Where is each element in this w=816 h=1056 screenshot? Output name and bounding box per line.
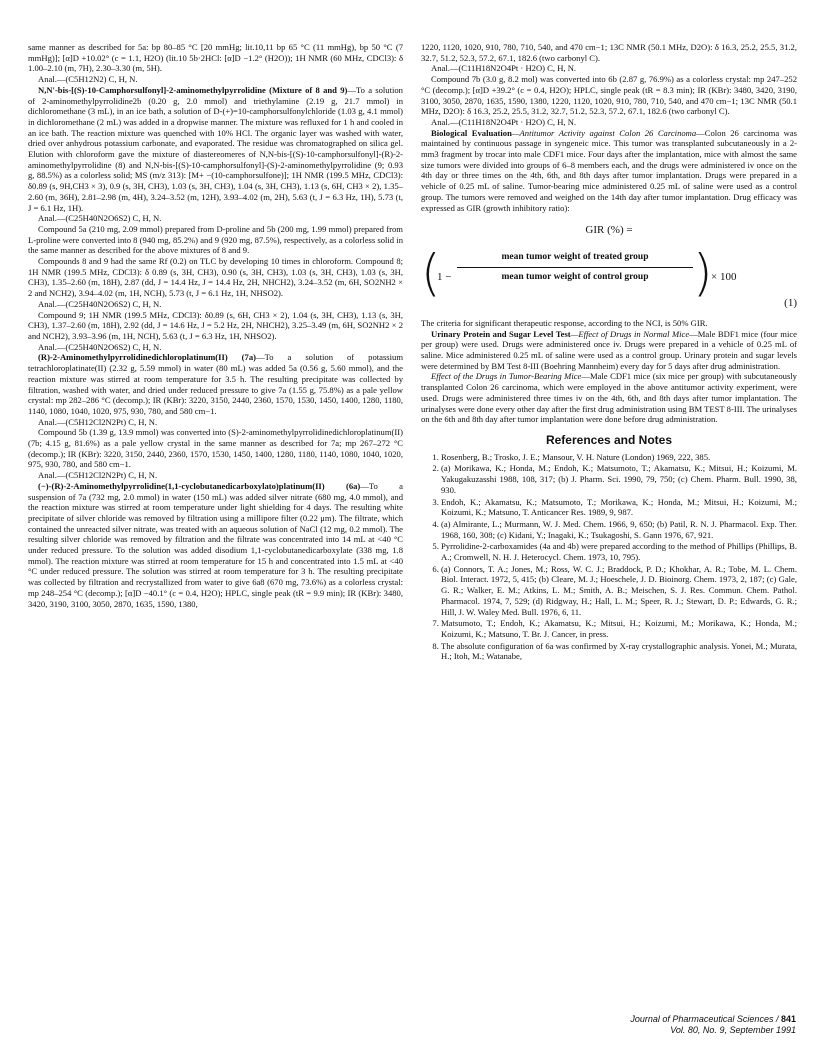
paragraph <box>28 481 403 609</box>
paragraph <box>421 128 797 214</box>
analysis-line: Anal.—(C5H12N2) C, H, N. <box>38 74 138 85</box>
analysis-line: Anal.—(C5H12Cl2N2Pt) C, H, N. <box>38 470 158 481</box>
reference-item: 7. Matsumoto, T.; Endoh, K.; Akamatsu, K.; Mitsui, H.; Koizumi, M.; Morikawa, K.; Honda, M.; Koizumi, K.; Matsuno, T. Br. J. Cancer, in press. <box>441 618 797 639</box>
formula-fraction <box>457 252 693 282</box>
paragraph: Compound 5a (210 mg, 2.09 mmol) prepared from D-proline and 5b (200 mg, 1.99 mmol) prepared from L-proline were converted into 8 (940 mg, 85.2%) and 9 (920 mg, 87.5%), respectively, as a colorless solid in the same manner as described for the above mixtures of 8 and 9. <box>28 223 403 256</box>
formula-denominator: mean tumor weight of control group <box>501 271 649 282</box>
section-title: N,N'-bis-[(S)-10-Camphorsulfonyl]-2-aminomethylpyrrolidine (Mixture of 8 and 9) <box>38 84 348 95</box>
footer-journal-line <box>630 1014 796 1025</box>
section-title: (−)-(R)-2-Aminomethylpyrrolidine(1,1-cyclobutanedicarboxylato)platinum(II) (6a) <box>38 480 361 491</box>
gir-formula <box>421 244 797 314</box>
analysis-line: Anal.—(C25H40N2O6S2) C, H, N. <box>38 298 162 309</box>
analysis-line: Anal.—(C11H18N2O4Pt · H2O) C, H, N. <box>431 116 577 127</box>
reference-item: 1. Rosenberg, B.; Trosko, J. E.; Mansour, V. H. Nature (London) 1969, 222, 385. <box>441 452 797 463</box>
journal-name: Journal of Pharmaceutical Sciences / <box>630 1014 779 1024</box>
paragraph: Compound 7b (3.0 g, 8.2 mol) was converted into 6b (2.87 g, 76.9%) as a colorless crystal: mp 247–252 °C (decomp.); [α]D +39.2° (c = 0.4, H2O); HPLC, single peak (tR = 8.3 min); IR (KBr): 3480, 3420, 3190, 3100, 3050, 2870, 1635, 1590, 1380, 1220, 1120, 1020, 910, 780, 710, 540, and 470 cm−1; 13C NMR (50.1 MHz, D2O): δ 16.3, 25.2, 25.5, 31.2, 32.7, 51.2, 52.3, 57.2, 67.1, 182.6 (two carbonyl C). <box>421 74 797 117</box>
references-heading: References and Notes <box>545 432 673 447</box>
formula-numerator: mean tumor weight of treated group <box>501 251 649 262</box>
equation-number: (1) <box>784 296 797 309</box>
paragraph: 1220, 1120, 1020, 910, 780, 710, 540, and 470 cm−1; 13C NMR (50.1 MHz, D2O): δ 16.3, 25.2, 25.5, 31.2, 32.7, 51.2, 52.3, 57.2, 67.1, 182.6 (two carbonyl C). <box>421 42 797 63</box>
paragraph: The criteria for significant therapeutic response, according to the NCI, is 50% GIR. <box>421 317 708 328</box>
paragraph <box>421 371 797 425</box>
section-title: (R)-2-Aminomethylpyrrolidinedichloroplatinum(II) (7a) <box>38 352 257 363</box>
section-title: Urinary Protein and Sugar Level Test <box>431 328 571 339</box>
analysis-line: Anal.—(C25H40N2O6S2) C, H, N. <box>38 341 162 352</box>
paragraph-body: —Male CDF1 mice (six mice per group) with subcutaneously transplanted Colon 26 carcinoma, which were employed in the above antitumor activity experiment, were used. Drugs were administered three times iv on the 4th, 6th, and 8th days after tumor implantation. The urinalyses were done every other day after the first drug administration using BM TEST 8-III. The urinalyses on the 6th and 8th day after tumor implantation were done before drug administration. <box>421 371 797 425</box>
paragraph <box>28 352 403 416</box>
paragraph-body: —To a suspension of 7a (732 mg, 2.0 mmol) in water (150 mL) was added silver nitrate (680 mg, 4.0 mmol), and the reaction mixture was stirred at room temperature under light shielding for 4 days. The resulting white precipitate of silver chloride was removed by filtration using a millipore filter (0.22 μm). The filtrate, which contained the unreacted silver nitrate, was treated with an aqueous solution of NaCl (12 mg, 0.2 mmol). The resulting silver chloride was removed by filtration and the filtrate was concentrated into 14 mL at <40 °C under reduced pressure. To the solution was added disodium 1,1-cyclobutanedicarboxylate (338 mg, 1.8 mmol). The reaction mixture was stirred at room temperature for 15 h and concentrated into 1.5 mL at <40 °C under reduced pressure. The solution was stirred at room temperature for 3 h. The resulting precipitate was collected by filtration and recrystallized from water to give 6a8 (670 mg, 73.6%) as a colorless crystal: mp 248–254 °C (decomp.); [α]D −40.1° (c = 0.4, H2O); HPLC, single peak (tR = 9.9 min); IR (KBr): 3480, 3420, 3190, 3100, 3050, 2870, 1635, 1590, 1380, <box>28 480 403 609</box>
fraction-bar <box>457 267 693 268</box>
paragraph-body: —Colon 26 carcinoma was maintained by continuous passage in syngeneic mice. This tumor was transplanted subcutaneously in a 2-mm3 fragment by trocar into male CDF1 mice. Four days after the implantation, mice with almost the same size tumors were divided into groups of 6–8 members each, and the drugs were administered iv once on the 4th day or three times on the 4th, 6th, and 8th days after tumor implantation. Drugs were prepared in a vehicle of 0.25 mL of saline. Tumor-bearing mice administered 0.25 mL of saline were used as a control group. The tumors were removed and weighed on the 14th day after tumor implantation. Drug efficacy was expressed as GIR (growth inhibitory ratio): <box>421 127 797 213</box>
left-paren: ( <box>421 243 441 302</box>
paragraph <box>421 329 797 372</box>
section-title: Biological Evaluation <box>431 127 512 138</box>
page-footer <box>630 1014 796 1036</box>
section-subtitle: —Effect of Drugs in Normal Mice <box>570 328 690 339</box>
left-column <box>28 42 403 609</box>
paragraph: Compound 5b (1.39 g, 13.9 mmol) was converted into (S)-2-aminomethylpyrrolidinedichloroplatinum(II) (7b; 4.15 g, 81.6%) as a pale yellow crystal in the same manner as described for 7a; mp 267–272 °C (decomp.); IR (KBr): 3220, 3150, 2440, 2360, 1570, 1530, 1450, 1400, 1280, 1180, 1140, 1080, 1040, 1020, 975, 930, 780, and 580 cm−1. <box>28 427 403 470</box>
section-subtitle: —Antitumor Activity against Colon 26 Carcinoma <box>511 127 697 138</box>
analysis-line: Anal.—(C5H12Cl2N2Pt) C, H, N. <box>38 416 158 427</box>
reference-item: 6. (a) Connors, T. A.; Jones, M.; Ross, W. C. J.; Braddock, P. D.; Khokhar, A. R.; Tobe, M. L. Chem. Biol. Interact. 1972, 5, 415; (b) Cleare, M. J.; Hoeschele, J. D. Bioinorg. Chem. 1973, 2, 187; (c) Gale, G. R.; Walker, E. M.; Atkins, L. M.; Smith, A. B.; Meischen, S. J. Res. Commun. Chem. Pathol. Pharmacol. 1974, 7, 529; (d) Ridgway, H.; Hall, L. M.; Speer, R. J.; Stewart, D. P.; Edwards, G. R.; Hill, J. W. Waley Med. Bull. 1976, 6, 11. <box>441 564 797 618</box>
reference-item: 2. (a) Morikawa, K.; Honda, M.; Endoh, K.; Matsumoto, T.; Akamatsu, K.; Mitsui, H.; Koizumi, M. Yakugakuzasshi 1988, 108, 317; (b) J. Pharm. Sci. 1990, 79, 750; (c) Chem. Pharm. Bull. 1990, 38, 930. <box>441 463 797 495</box>
paragraph <box>28 85 403 213</box>
right-paren: ) <box>693 243 713 302</box>
page-number: 841 <box>780 1014 796 1024</box>
reference-item: 8. The absolute configuration of 6a was confirmed by X-ray crystallographic analysis. Yonei, M.; Murata, H.; Itoh, M.; Watanabe, <box>441 641 797 662</box>
footer-volume-line: Vol. 80, No. 9, September 1991 <box>670 1025 796 1035</box>
paragraph: same manner as described for 5a: bp 80–85 °C [20 mmHg; lit.10,11 bp 65 °C (11 mmHg), bp 50 °C (7 mmHg)]; [α]D +10.02° (c = 1.1, H2O) (lit.10 5b·2HCl: [α]D −1.2° (H2O)); 1H NMR (60 MHz, CDCl3): δ 1.00–2.10 (m, 7H), 2.30–3.30 (m, 5H). <box>28 42 403 74</box>
section-subtitle: Effect of the Drugs in Tumor-Bearing Mice <box>431 371 582 382</box>
formula-label: GIR (%) = <box>585 224 633 237</box>
analysis-line: Anal.—(C25H40N2O6S2) C, H, N. <box>38 213 162 224</box>
reference-item: 5. Pyrrolidine-2-carboxamides (4a and 4b) were prepared according to the method of Phillips (Phillips, B. A.; Cromwell, N. H. J. Heterocycl. Chem. 1973, 10, 795). <box>441 541 797 562</box>
paragraph-body: —Male BDF1 mice (four mice per group) were used. Drugs were administered once iv. Drugs were prepared in a vehicle of 0.25 mL of saline. Mice administered 0.25 mL of saline were used as a control group. Urinary protein and sugar levels were determined by BM Test 8-III (Boehring Mannheim) every day for 5 days after drug administration. <box>421 328 797 371</box>
paragraph-body: —To a solution of potassium tetrachloroplatinate(II) (2.32 g, 5.59 mmol) in water (80 mL) was added 5a (0.56 g, 5.60 mmol), and the reaction mixture was stirred at room temperature for 3.5 h. The resulting precipitate was collected by filtration, washed with water, and dried under reduced pressure to give 7a (1.55 g, 75.8%) as a pale yellow crystal: mp 282–286 °C (decomp.); IR (KBr): 3220, 3150, 2440, 2360, 1570, 1530, 1450, 1400, 1280, 1180, 1140, 1080, 1040, 1020, 975, 930, 780, and 580 cm−1. <box>28 352 404 416</box>
paragraph: Compounds 8 and 9 had the same Rf (0.2) on TLC by developing 10 times in chloroform. Compound 8; 1H NMR (199.5 MHz, CDCl3): δ 0.89 (s, 3H, CH3), 0.90 (s, 3H, CH3), 1.03 (s, 3H, CH3), 1.03 (s, 3H, CH3), 1.35–2.60 (m, 18H), 2.87 (dd, J = 14.4 Hz, J = 14.4 Hz, 2H, NHCH2), 3.24–3.52 (m, 6H, SO2NH2 × 2 and NCH2), 3.94–4.02 (m, 1H, NCH), 5.73 (t, J = 6.1 Hz, 1H, NHSO2). <box>28 256 403 299</box>
right-column <box>421 42 797 663</box>
reference-item: 4. (a) Almirante, L.; Murmann, W. J. Med. Chem. 1966, 9, 650; (b) Patil, R. N. J. Pharmacol. Exp. Ther. 1968, 160, 308; (c) Kidani, Y.; Inagaki, K.; Tsukagoshi, S. Gann 1976, 67, 921. <box>441 519 797 540</box>
paragraph: Compound 9; 1H NMR (199.5 MHz, CDCl3): δ0.89 (s, 6H, CH3 × 2), 1.04 (s, 3H, CH3), 1.13 (s, 3H, CH3), 1.37–2.60 (m, 18H), 2.92 (dd, J = 14.6 Hz, J = 5.2 Hz, 2H, NHCH2), 3.25–3.49 (m, 6H, SO2NH2 × 2 and NCH2), 3.93–3.96 (m, 1H, NCH), 5.63 (t, J = 6.3 Hz, 1H, NHSO2). <box>28 309 403 341</box>
paragraph-body: —To a solution of 2-aminomethylpyrrolidine2b (0.20 g, 2.0 mmol) and triethylamine (2.19 g, 21.7 mmol) in dichloromethane (3 mL), in an ice bath, a solution of D-(+)=10-camphorsulfonylchloride (1.03 g, 4.1 mmol) in dichloromethane (2 mL) was added in a dropwise manner. The mixture was refluxed for 1 h and cooled in an ice bath. The reaction mixture was quenched with 10% HCl. The organic layer was washed with water, dried over anhydrous potassium carbonate, and evaporated. The residue was chromatographed on silica gel. Elution with chloroform gave the mixture of diastereomeres of N,N-bis-[(S)-10-camphorsulfonyl]-(R)-2-aminomethylpyrrolidine (8) and N,N-bis-[(S)-10-camphorsulfonyl]-(S)-2-aminomethylpyrrolidine (9; 0.93 g, 88.5%) as a colorless solid; MS (m/z 313): [M+ −(10-camphorsulfone)]; 1H NMR (199.5 MHz, CDCl3): δ0.89 (s, 9H,CH3 × 3), 0.9 (s, 3H, CH3), 1.03 (s, 3H, CH3), 1.04 (s, 3H, CH3), 1.13 (s, 6H, CH3 × 2), 1.35–2.60 (m, 36H), 2.81–2.98 (m, 4H), 3.24–3.52 (m, 12H), 3.93–4.02 (m, 2H), 5.63 (t, J = 6.3 Hz, 1H), 5.73 (t, J = 6.1 Hz, 1H). <box>28 84 403 213</box>
reference-item: 3. Endoh, K.; Akamatsu, K.; Matsumoto, T.; Morikawa, K.; Honda, M.; Mitsui, H.; Koizumi, M.; Koizumi, K.; Matsuno, T. Anticancer Res. 1989, 9, 987. <box>441 497 797 518</box>
formula-one: 1 − <box>437 270 452 283</box>
formula-times: × 100 <box>711 270 737 283</box>
analysis-line: Anal.—(C11H18N2O4Pt · H2O) C, H, N. <box>431 63 577 74</box>
references-list <box>421 452 797 662</box>
